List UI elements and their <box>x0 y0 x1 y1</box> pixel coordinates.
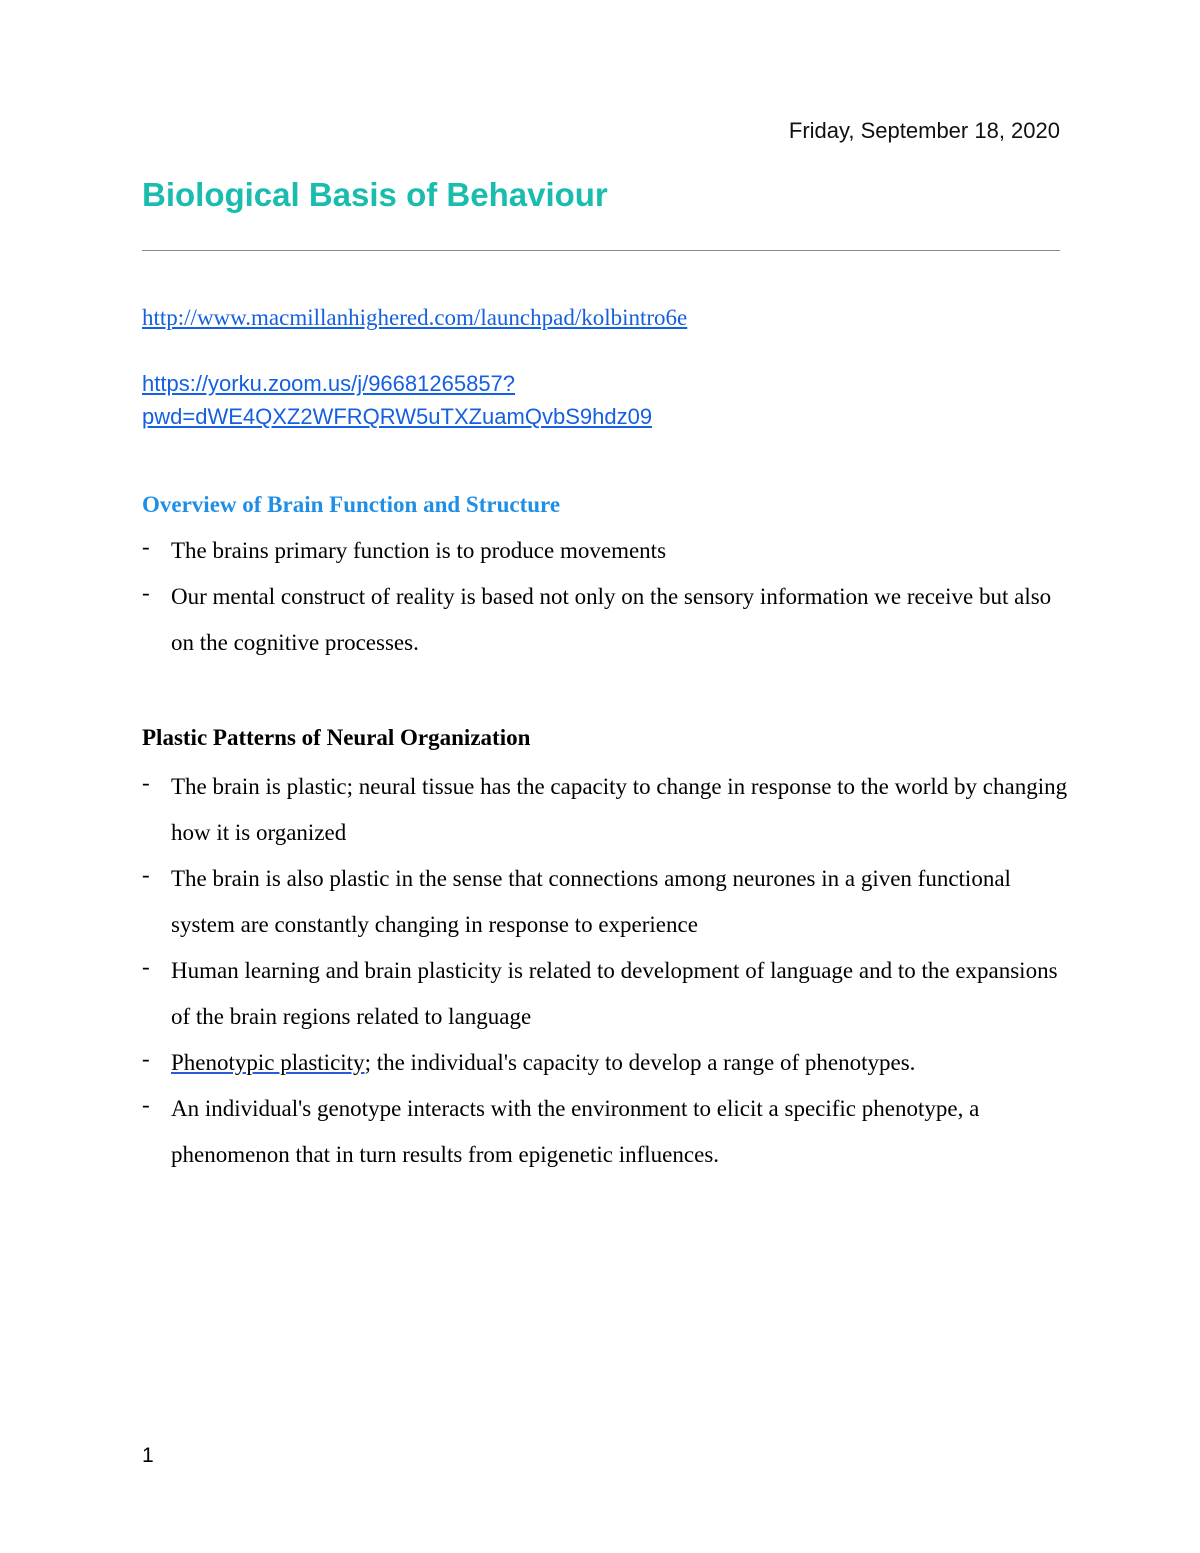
zoom-meeting-link[interactable] <box>142 367 842 433</box>
list-item <box>142 1040 1072 1086</box>
bullet-text: Our mental construct of reality is based not only on the sensory information we receive but also on the cognitive processes. <box>171 584 1052 655</box>
bullet-text: Human learning and brain plasticity is related to development of language and to the expansions of the brain regions related to language <box>171 958 1058 1029</box>
list-item <box>142 764 1072 856</box>
bullet-text: The brain is also plastic in the sense that connections among neurones in a given functional system are constantly changing in response to experience <box>171 866 1011 937</box>
phenotypic-plasticity-term: Phenotypic plasticity <box>171 1050 365 1075</box>
plastic-patterns-bullet-list <box>142 764 1072 1178</box>
bullet-dash: - <box>142 862 150 887</box>
launchpad-link[interactable]: http://www.macmillanhighered.com/launchpad/kolbintro6e <box>142 305 688 330</box>
bullet-dash: - <box>142 770 150 795</box>
list-item <box>142 1086 1072 1178</box>
bullet-dash: - <box>142 534 150 559</box>
bullet-text: The brain is plastic; neural tissue has the capacity to change in response to the world by changing how it is organized <box>171 774 1068 845</box>
list-item <box>142 574 1072 666</box>
overview-bullet-list <box>142 528 1072 666</box>
zoom-link-line-2: pwd=dWE4QXZ2WFRQRW5uTXZuamQvbS9hdz09 <box>142 404 653 429</box>
zoom-link-line-1: https://yorku.zoom.us/j/96681265857? <box>142 371 516 396</box>
list-item <box>142 528 1072 574</box>
list-item <box>142 948 1072 1040</box>
bullet-text: An individual's genotype interacts with the environment to elicit a specific phenotype, a phenomenon that in turn results from epigenetic influences. <box>171 1096 980 1167</box>
bullet-text: The brains primary function is to produce movements <box>171 538 667 563</box>
bullet-dash: - <box>142 1092 150 1117</box>
title-divider <box>142 250 1060 251</box>
list-item <box>142 856 1072 948</box>
bullet-dash: - <box>142 580 150 605</box>
bullet-dash: - <box>142 954 150 979</box>
bullet-text: ; the individual's capacity to develop a range of phenotypes. <box>364 1050 916 1075</box>
document-title: Biological Basis of Behaviour <box>142 176 608 213</box>
section-heading-overview: Overview of Brain Function and Structure <box>142 492 561 517</box>
document-date: Friday, September 18, 2020 <box>788 118 1060 143</box>
page-number: 1 <box>142 1444 154 1467</box>
bullet-dash: - <box>142 1046 150 1071</box>
section-heading-plastic-patterns: Plastic Patterns of Neural Organization <box>142 725 531 750</box>
